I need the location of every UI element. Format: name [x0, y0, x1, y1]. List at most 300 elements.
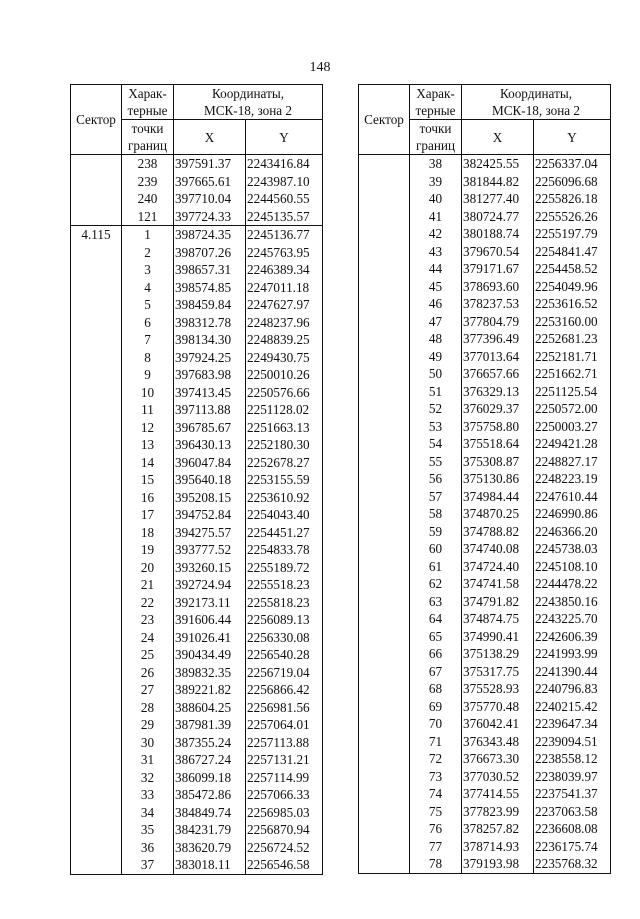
y-cell: 2257131.21 [246, 751, 323, 769]
sector-cell [359, 470, 410, 488]
point-cell: 11 [122, 401, 174, 419]
point-cell: 9 [122, 366, 174, 384]
y-cell: 2245738.03 [534, 540, 611, 558]
point-cell: 77 [410, 838, 462, 856]
sector-cell [359, 365, 410, 383]
table-row [71, 419, 323, 437]
table-row [359, 768, 611, 786]
y-cell: 2239094.51 [534, 733, 611, 751]
y-cell: 2246389.34 [246, 261, 323, 279]
y-cell: 2256540.28 [246, 646, 323, 664]
x-cell: 390434.49 [174, 646, 246, 664]
y-cell: 2256330.08 [246, 629, 323, 647]
table-row [359, 208, 611, 226]
point-cell: 58 [410, 505, 462, 523]
sector-cell [359, 663, 410, 681]
sector-cell [71, 173, 122, 191]
coordinates-table-right [358, 84, 611, 874]
point-cell: 62 [410, 575, 462, 593]
sector-cell [71, 366, 122, 384]
table-row [71, 559, 323, 577]
point-cell: 28 [122, 699, 174, 717]
x-cell: 389221.82 [174, 681, 246, 699]
y-cell: 2252681.23 [534, 330, 611, 348]
y-cell: 2235768.32 [534, 855, 611, 873]
y-cell: 2255189.72 [246, 559, 323, 577]
table-row [71, 173, 323, 191]
point-cell: 4 [122, 279, 174, 297]
x-cell: 379670.54 [462, 243, 534, 261]
y-cell: 2254451.27 [246, 524, 323, 542]
table-row [71, 839, 323, 857]
table-row [359, 558, 611, 576]
table-row [359, 330, 611, 348]
sector-cell [359, 418, 410, 436]
sector-cell [71, 331, 122, 349]
table-row [71, 208, 323, 226]
point-cell: 33 [122, 786, 174, 804]
point-cell: 59 [410, 523, 462, 541]
y-cell: 2251125.54 [534, 383, 611, 401]
table-row [71, 611, 323, 629]
table-row [71, 244, 323, 262]
point-cell: 76 [410, 820, 462, 838]
sector-cell [71, 419, 122, 437]
point-cell: 17 [122, 506, 174, 524]
table-row [359, 383, 611, 401]
point-cell: 240 [122, 190, 174, 208]
y-cell: 2254043.40 [246, 506, 323, 524]
x-cell: 375518.64 [462, 435, 534, 453]
x-cell: 374990.41 [462, 628, 534, 646]
x-cell: 375138.29 [462, 645, 534, 663]
x-cell: 397413.45 [174, 384, 246, 402]
sector-cell [359, 715, 410, 733]
table-row [71, 384, 323, 402]
table-row [359, 645, 611, 663]
x-cell: 397665.61 [174, 173, 246, 191]
x-cell: 387355.24 [174, 734, 246, 752]
sector-cell [359, 645, 410, 663]
y-cell: 2256719.04 [246, 664, 323, 682]
x-cell: 394752.84 [174, 506, 246, 524]
table-row [71, 454, 323, 472]
y-cell: 2247610.44 [534, 488, 611, 506]
table-row [71, 226, 323, 244]
sector-cell [71, 208, 122, 226]
sector-cell [71, 190, 122, 208]
y-cell: 2248237.96 [246, 314, 323, 332]
y-cell: 2257066.33 [246, 786, 323, 804]
y-cell: 2251662.71 [534, 365, 611, 383]
y-cell: 2249430.75 [246, 349, 323, 367]
sector-cell [71, 629, 122, 647]
sector-cell [71, 454, 122, 472]
x-cell: 398134.30 [174, 331, 246, 349]
sector-cell [71, 681, 122, 699]
y-cell: 2242606.39 [534, 628, 611, 646]
sector-cell [71, 155, 122, 173]
coordinates-table-left [70, 84, 323, 875]
table-row [359, 295, 611, 313]
point-cell: 239 [122, 173, 174, 191]
sector-cell [71, 716, 122, 734]
point-cell: 29 [122, 716, 174, 734]
x-cell: 375758.80 [462, 418, 534, 436]
sector-cell [71, 401, 122, 419]
table-row [359, 575, 611, 593]
y-cell: 2252678.27 [246, 454, 323, 472]
table-row [359, 733, 611, 751]
y-cell: 2256337.04 [534, 155, 611, 173]
sector-cell [71, 769, 122, 787]
point-cell: 30 [122, 734, 174, 752]
sector-cell [359, 768, 410, 786]
sector-cell [359, 593, 410, 611]
x-cell: 377414.55 [462, 785, 534, 803]
header-coords-line2: МСК-18, зона 2 [203, 103, 293, 118]
x-cell: 380724.77 [462, 208, 534, 226]
sector-cell [359, 750, 410, 768]
point-cell: 36 [122, 839, 174, 857]
table-row [359, 680, 611, 698]
point-cell: 1 [122, 226, 174, 244]
sector-cell [71, 594, 122, 612]
sector-cell [359, 785, 410, 803]
sector-cell [359, 155, 410, 173]
x-cell: 396430.13 [174, 436, 246, 454]
x-cell: 384231.79 [174, 821, 246, 839]
point-cell: 25 [122, 646, 174, 664]
y-cell: 2255526.26 [534, 208, 611, 226]
x-cell: 396785.67 [174, 419, 246, 437]
x-cell: 388604.25 [174, 699, 246, 717]
y-cell: 2250572.00 [534, 400, 611, 418]
header-sector: Сектор [71, 85, 122, 155]
x-cell: 389832.35 [174, 664, 246, 682]
x-cell: 384849.74 [174, 804, 246, 822]
sector-cell [71, 804, 122, 822]
sector-cell [71, 506, 122, 524]
sector-cell [359, 523, 410, 541]
y-cell: 2255818.23 [246, 594, 323, 612]
header-points-top [410, 85, 462, 120]
sector-cell [359, 313, 410, 331]
x-cell: 396047.84 [174, 454, 246, 472]
y-cell: 2237063.58 [534, 803, 611, 821]
header-coordinates [174, 85, 323, 120]
x-cell: 378714.93 [462, 838, 534, 856]
x-cell: 374984.44 [462, 488, 534, 506]
y-cell: 2257113.88 [246, 734, 323, 752]
table-row [71, 489, 323, 507]
sector-cell [71, 751, 122, 769]
y-cell: 2245136.77 [246, 226, 323, 244]
header-points-top [122, 85, 174, 120]
point-cell: 44 [410, 260, 462, 278]
point-cell: 78 [410, 855, 462, 873]
table-row [359, 698, 611, 716]
sector-cell [359, 803, 410, 821]
y-cell: 2257064.01 [246, 716, 323, 734]
header-points-line4: границ [415, 138, 456, 153]
point-cell: 40 [410, 190, 462, 208]
point-cell: 5 [122, 296, 174, 314]
table-row [359, 418, 611, 436]
table-row [359, 173, 611, 191]
point-cell: 49 [410, 348, 462, 366]
y-cell: 2236175.74 [534, 838, 611, 856]
table-row [71, 734, 323, 752]
x-cell: 391606.44 [174, 611, 246, 629]
x-cell: 382425.55 [462, 155, 534, 173]
y-cell: 2238039.97 [534, 768, 611, 786]
x-cell: 375317.75 [462, 663, 534, 681]
x-cell: 374740.08 [462, 540, 534, 558]
table-row [359, 593, 611, 611]
x-cell: 398657.31 [174, 261, 246, 279]
x-cell: 393260.15 [174, 559, 246, 577]
table-row [359, 523, 611, 541]
table-row [71, 155, 323, 173]
x-cell: 377823.99 [462, 803, 534, 821]
y-cell: 2256985.03 [246, 804, 323, 822]
table-row [359, 470, 611, 488]
sector-cell [359, 610, 410, 628]
header-y: Y [246, 120, 323, 155]
x-cell: 397724.33 [174, 208, 246, 226]
point-cell: 6 [122, 314, 174, 332]
point-cell: 50 [410, 365, 462, 383]
header-x: X [462, 120, 534, 155]
point-cell: 69 [410, 698, 462, 716]
table-row [71, 629, 323, 647]
sector-cell [71, 244, 122, 262]
table-row [359, 610, 611, 628]
point-cell: 24 [122, 629, 174, 647]
table-row [71, 664, 323, 682]
sector-cell [359, 260, 410, 278]
point-cell: 27 [122, 681, 174, 699]
sector-cell [359, 680, 410, 698]
point-cell: 56 [410, 470, 462, 488]
point-cell: 47 [410, 313, 462, 331]
sector-cell [359, 505, 410, 523]
y-cell: 2236608.08 [534, 820, 611, 838]
x-cell: 376042.41 [462, 715, 534, 733]
y-cell: 2246366.20 [534, 523, 611, 541]
table-row [359, 365, 611, 383]
sector-cell [359, 558, 410, 576]
point-cell: 2 [122, 244, 174, 262]
sector-cell [71, 524, 122, 542]
point-cell: 43 [410, 243, 462, 261]
y-cell: 2254049.96 [534, 278, 611, 296]
point-cell: 7 [122, 331, 174, 349]
x-cell: 376029.37 [462, 400, 534, 418]
point-cell: 39 [410, 173, 462, 191]
point-cell: 60 [410, 540, 462, 558]
table-row [71, 524, 323, 542]
point-cell: 41 [410, 208, 462, 226]
y-cell: 2253155.59 [246, 471, 323, 489]
x-cell: 395640.18 [174, 471, 246, 489]
point-cell: 14 [122, 454, 174, 472]
x-cell: 397591.37 [174, 155, 246, 173]
x-cell: 395208.15 [174, 489, 246, 507]
sector-cell [71, 664, 122, 682]
header-points-line1: Харак- [416, 86, 455, 101]
table-row [359, 243, 611, 261]
sector-cell [359, 383, 410, 401]
x-cell: 381277.40 [462, 190, 534, 208]
y-cell: 2238558.12 [534, 750, 611, 768]
header-x: X [174, 120, 246, 155]
y-cell: 2255197.79 [534, 225, 611, 243]
point-cell: 42 [410, 225, 462, 243]
table-row [71, 804, 323, 822]
x-cell: 383018.11 [174, 856, 246, 874]
table-row [359, 453, 611, 471]
table-row [71, 769, 323, 787]
x-cell: 376657.66 [462, 365, 534, 383]
x-cell: 385472.86 [174, 786, 246, 804]
x-cell: 375770.48 [462, 698, 534, 716]
y-cell: 2246990.86 [534, 505, 611, 523]
table-row [359, 820, 611, 838]
y-cell: 2256866.42 [246, 681, 323, 699]
point-cell: 66 [410, 645, 462, 663]
point-cell: 61 [410, 558, 462, 576]
y-cell: 2244478.22 [534, 575, 611, 593]
sector-cell [359, 208, 410, 226]
table-row [359, 400, 611, 418]
y-cell: 2252180.30 [246, 436, 323, 454]
x-cell: 380188.74 [462, 225, 534, 243]
x-cell: 398707.26 [174, 244, 246, 262]
x-cell: 391026.41 [174, 629, 246, 647]
point-cell: 37 [122, 856, 174, 874]
y-cell: 2243987.10 [246, 173, 323, 191]
x-cell: 397924.25 [174, 349, 246, 367]
table-row [71, 436, 323, 454]
point-cell: 54 [410, 435, 462, 453]
table-row [71, 856, 323, 874]
point-cell: 53 [410, 418, 462, 436]
x-cell: 378257.82 [462, 820, 534, 838]
point-cell: 64 [410, 610, 462, 628]
y-cell: 2239647.34 [534, 715, 611, 733]
x-cell: 376343.48 [462, 733, 534, 751]
sector-cell [359, 243, 410, 261]
x-cell: 387981.39 [174, 716, 246, 734]
x-cell: 386099.18 [174, 769, 246, 787]
y-cell: 2243225.70 [534, 610, 611, 628]
table-row [359, 348, 611, 366]
x-cell: 398459.84 [174, 296, 246, 314]
sector-cell [359, 348, 410, 366]
table-row [71, 366, 323, 384]
table-row [71, 506, 323, 524]
table-row [359, 155, 611, 173]
header-sector: Сектор [359, 85, 410, 155]
y-cell: 2256981.56 [246, 699, 323, 717]
x-cell: 394275.57 [174, 524, 246, 542]
sector-cell [71, 699, 122, 717]
point-cell: 71 [410, 733, 462, 751]
y-cell: 2241993.99 [534, 645, 611, 663]
y-cell: 2255826.18 [534, 190, 611, 208]
table-row [71, 594, 323, 612]
y-cell: 2243850.16 [534, 593, 611, 611]
sector-cell [71, 821, 122, 839]
y-cell: 2251663.13 [246, 419, 323, 437]
x-cell: 398312.78 [174, 314, 246, 332]
sector-cell [71, 296, 122, 314]
x-cell: 375130.86 [462, 470, 534, 488]
y-cell: 2250010.26 [246, 366, 323, 384]
table-row [359, 225, 611, 243]
table-row [359, 505, 611, 523]
point-cell: 48 [410, 330, 462, 348]
point-cell: 20 [122, 559, 174, 577]
sector-cell [71, 279, 122, 297]
y-cell: 2248223.19 [534, 470, 611, 488]
point-cell: 65 [410, 628, 462, 646]
x-cell: 397683.98 [174, 366, 246, 384]
table-row [359, 540, 611, 558]
table-body-left [71, 155, 323, 875]
header-y: Y [534, 120, 611, 155]
point-cell: 13 [122, 436, 174, 454]
point-cell: 68 [410, 680, 462, 698]
point-cell: 15 [122, 471, 174, 489]
sector-cell [359, 173, 410, 191]
header-coords-line1: Координаты, [211, 86, 284, 101]
sector-cell [359, 400, 410, 418]
y-cell: 2248839.25 [246, 331, 323, 349]
table-row [71, 716, 323, 734]
header-points-line2: терные [415, 103, 456, 118]
table-row [71, 190, 323, 208]
table-row [359, 855, 611, 873]
y-cell: 2253610.92 [246, 489, 323, 507]
y-cell: 2254841.47 [534, 243, 611, 261]
y-cell: 2240215.42 [534, 698, 611, 716]
x-cell: 379193.98 [462, 855, 534, 873]
table-row [359, 838, 611, 856]
point-cell: 26 [122, 664, 174, 682]
table-row [71, 261, 323, 279]
sector-cell [71, 786, 122, 804]
x-cell: 375308.87 [462, 453, 534, 471]
y-cell: 2247011.18 [246, 279, 323, 297]
table-row [71, 699, 323, 717]
y-cell: 2254458.52 [534, 260, 611, 278]
table-row [359, 278, 611, 296]
x-cell: 397710.04 [174, 190, 246, 208]
point-cell: 18 [122, 524, 174, 542]
sector-cell [359, 838, 410, 856]
point-cell: 73 [410, 768, 462, 786]
x-cell: 374788.82 [462, 523, 534, 541]
sector-cell [71, 541, 122, 559]
y-cell: 2244560.55 [246, 190, 323, 208]
sector-cell [71, 436, 122, 454]
x-cell: 398574.85 [174, 279, 246, 297]
header-points-bottom [410, 120, 462, 155]
sector-cell [359, 225, 410, 243]
